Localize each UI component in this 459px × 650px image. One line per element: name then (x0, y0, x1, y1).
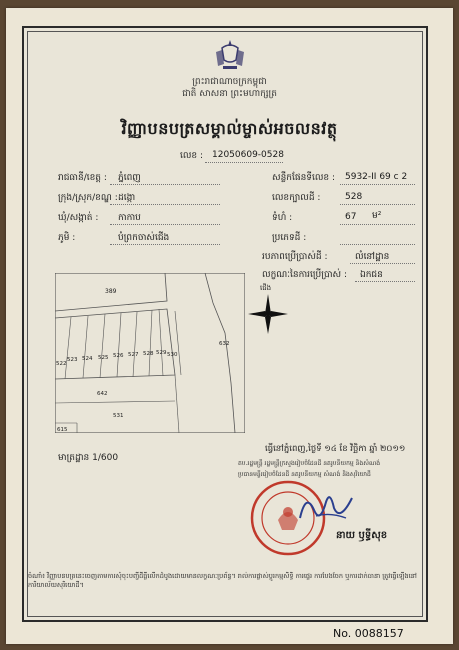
area-label: ទំហំ : (272, 213, 293, 223)
number-label: លេខ : (180, 151, 204, 161)
province-label: រាជធានី/ខេត្ត : (58, 173, 107, 183)
certificate-number: 12050609-0528 (212, 150, 284, 160)
district-value: ដង្កោ (118, 193, 136, 203)
signature-icon (296, 488, 356, 528)
map-sheet-value: 5932-II 69 c 2 (345, 172, 408, 182)
footer-note: ចំណាំ៖ វិញ្ញាបនបត្រនេះចេញតាមការសុំចុះបញ្ជីដីធ្លីលើកដំបូងដោយមានលក្ខណៈប្រព័ន្ធ។ រាល់ការផ្លាស់ប្តូរកម្មសិទ្ធិ ការផ្ទេរ ការបែងចែក ឬការដាក់ធានា ត្រូវធ្វើឡើងនៅការិយាល័យសុរិយោដី។ (28, 572, 417, 589)
kingdom-header: ព្រះរាជាណាចក្រកម្ពុជា (192, 77, 267, 87)
parcel-number-label: លេខក្បាលដី : (272, 193, 321, 203)
parcel-615: 615 (57, 427, 68, 433)
parcel-522: 522 (56, 361, 67, 367)
parcel-389: 389 (105, 288, 117, 295)
parcel-527: 527 (128, 352, 139, 358)
village-value: បំព្រកចាស់ជើង (118, 233, 170, 243)
parcel-524: 524 (82, 356, 93, 362)
use-nature-value: ឯកជន (360, 270, 383, 280)
issuer-department: ប្រធានមន្ទីររៀបចំដែនដី នគរូបនីយកម្ម សំណង់ និងសុរិយោដី (238, 471, 371, 478)
signer-name: នាយ ឫទ្ធីសុខ (336, 530, 388, 541)
issue-date: ធ្វើនៅភ្នំពេញ,ថ្ងៃទី ១៤ ខែ វិច្ឆិកា ឆ្នាំ ២០១១ (265, 444, 406, 454)
royal-crest-icon (212, 38, 248, 72)
map-sheet-label: សន្លឹកផែនទីលេខ : (272, 173, 336, 183)
parcel-530: 530 (167, 352, 178, 358)
land-type-label: ប្រភេទដី : (272, 233, 307, 243)
parcel-529: 529 (156, 350, 167, 356)
cadastral-plan (55, 273, 245, 433)
district-label: ក្រុង/ស្រុក/ខណ្ឌ : (58, 193, 118, 203)
land-use-value: លំនៅដ្ឋាន (355, 252, 390, 262)
use-nature-label: លក្ខណៈនៃការប្រើប្រាស់ : (262, 270, 347, 280)
parcel-number-value: 528 (345, 192, 363, 202)
serial-number: No. 0088157 (333, 627, 404, 640)
north-arrow-icon (246, 282, 290, 338)
certificate-title: វិញ្ញាបនបត្រសម្គាល់ម្ចាស់អចលនវត្ថុ (121, 119, 338, 138)
parcel-525: 525 (98, 355, 109, 361)
land-use-label: របភាពប្រើប្រាស់ដី : (262, 252, 328, 262)
area-value: 67 (345, 212, 357, 222)
province-value: ភ្នំពេញ (118, 173, 141, 183)
area-unit: ម² (372, 211, 382, 221)
commune-label: ឃុំ/សង្កាត់ : (58, 213, 99, 223)
motto-header: ជាតិ សាសនា ព្រះមហាក្សត្រ (182, 89, 277, 99)
parcel-632: 632 (219, 341, 230, 347)
parcel-523: 523 (67, 357, 78, 363)
parcel-528: 528 (143, 351, 154, 357)
parcel-526: 526 (113, 353, 124, 359)
parcel-531: 531 (113, 413, 124, 419)
north-label: ជើង (260, 284, 272, 292)
commune-value: កាកាប (118, 213, 141, 223)
scale-label: មាត្រដ្ឋាន 1/600 (58, 453, 119, 463)
village-label: ភូមិ : (58, 233, 76, 243)
issuer-title: តប.រដ្ឋមន្ត្រី រដ្ឋមន្ត្រីក្រសួងរៀបចំដែនដី នគរូបនីយកម្ម និងសំណង់ (238, 460, 381, 467)
parcel-642: 642 (97, 391, 108, 397)
